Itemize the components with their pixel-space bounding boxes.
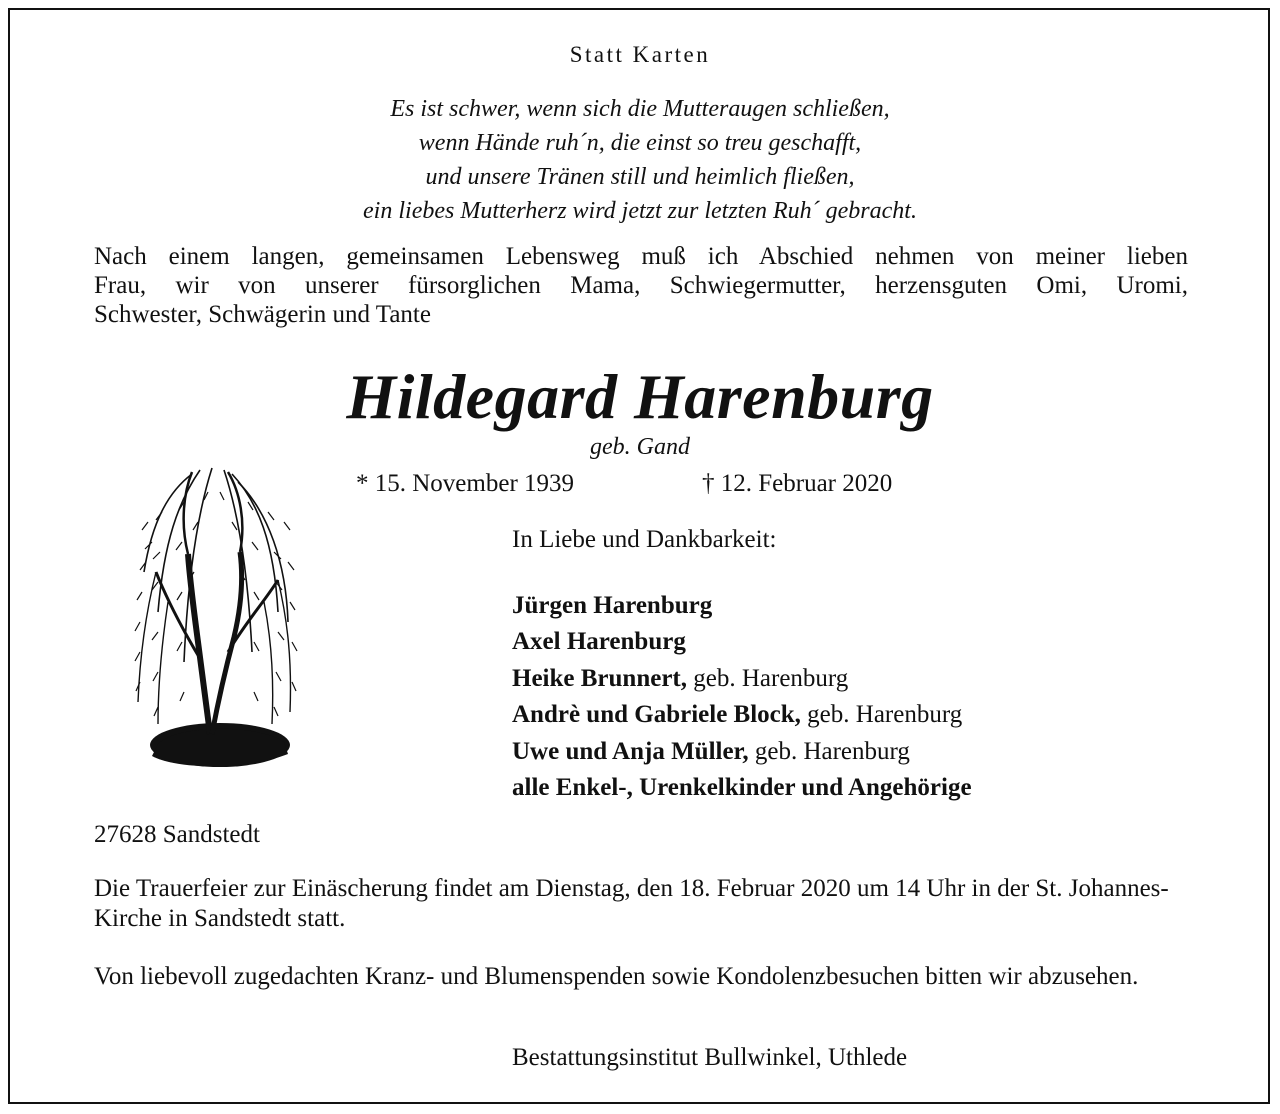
poem-line: wenn Hände ruh´n, die einst so treu geschafft, [418,130,862,156]
mourner-entry [512,624,972,660]
poem-line: ein liebes Mutterherz wird jetzt zur letzten Ruh´ gebracht. [363,198,917,224]
birth-date: * 15. November 1939 [356,470,575,497]
mourner-name: Andrè und Gabriele Block, [512,701,801,729]
intro-paragraph [94,242,1188,329]
funeral-home: Bestattungsinstitut Bullwinkel, Uthlede [512,1044,908,1071]
maiden-name: geb. Gand [590,434,690,460]
mourner-name: Jürgen Harenburg [512,592,713,619]
mourner-entry [512,734,972,770]
poem [0,92,1280,228]
mourner-name: alle Enkel-, Urenkelkinder und Angehörige [512,774,972,802]
flowers-paragraph: Von liebevoll zugedachten Kranz- und Blumenspenden sowie Kondolenzbesuchen bitten wir abzusehen. [94,963,1139,990]
death-date: † 12. Februar 2020 [702,470,893,497]
poem-line: und unsere Tränen still und heimlich fließen, [425,164,855,190]
notice-header: Statt Karten [569,42,711,67]
mourner-entry [512,697,972,733]
mourner-name: Axel Harenburg [512,628,686,656]
poem-line: Es ist schwer, wenn sich die Mutteraugen schließen, [390,96,890,122]
mourner-suffix: geb. Harenburg [800,701,963,729]
deceased-name: Hildegard Harenburg [346,361,934,432]
city-line: 27628 Sandstedt [94,821,260,848]
mourner-suffix: geb. Harenburg [748,737,910,765]
thanks-line: In Liebe und Dankbarkeit: [512,526,777,553]
mourner-entry [512,661,972,697]
mourner-suffix: geb. Harenburg [687,664,849,692]
intro-line: Schwester, Schwägerin und Tante [94,301,431,328]
intro-line: Frau, wir von unserer fürsorglichen Mama, Schwiegermutter, herzensguten Omi, Uromi, [94,272,1188,299]
mourners-list [512,588,972,806]
weeping-willow-icon [128,462,300,782]
mourner-entry [512,770,972,806]
mourner-name: Heike Brunnert, [512,664,687,692]
intro-line: Nach einem langen, gemeinsamen Lebensweg muß ich Abschied nehmen von meiner lieben [94,243,1188,270]
funeral-paragraph: Die Trauerfeier zur Einäscherung findet am Dienstag, den 18. Februar 2020 um 14 Uhr in der St. Johannes-Kirche in Sandstedt statt. [94,875,1169,932]
mourner-entry [512,588,972,624]
mourner-name: Uwe und Anja Müller, [512,737,749,765]
